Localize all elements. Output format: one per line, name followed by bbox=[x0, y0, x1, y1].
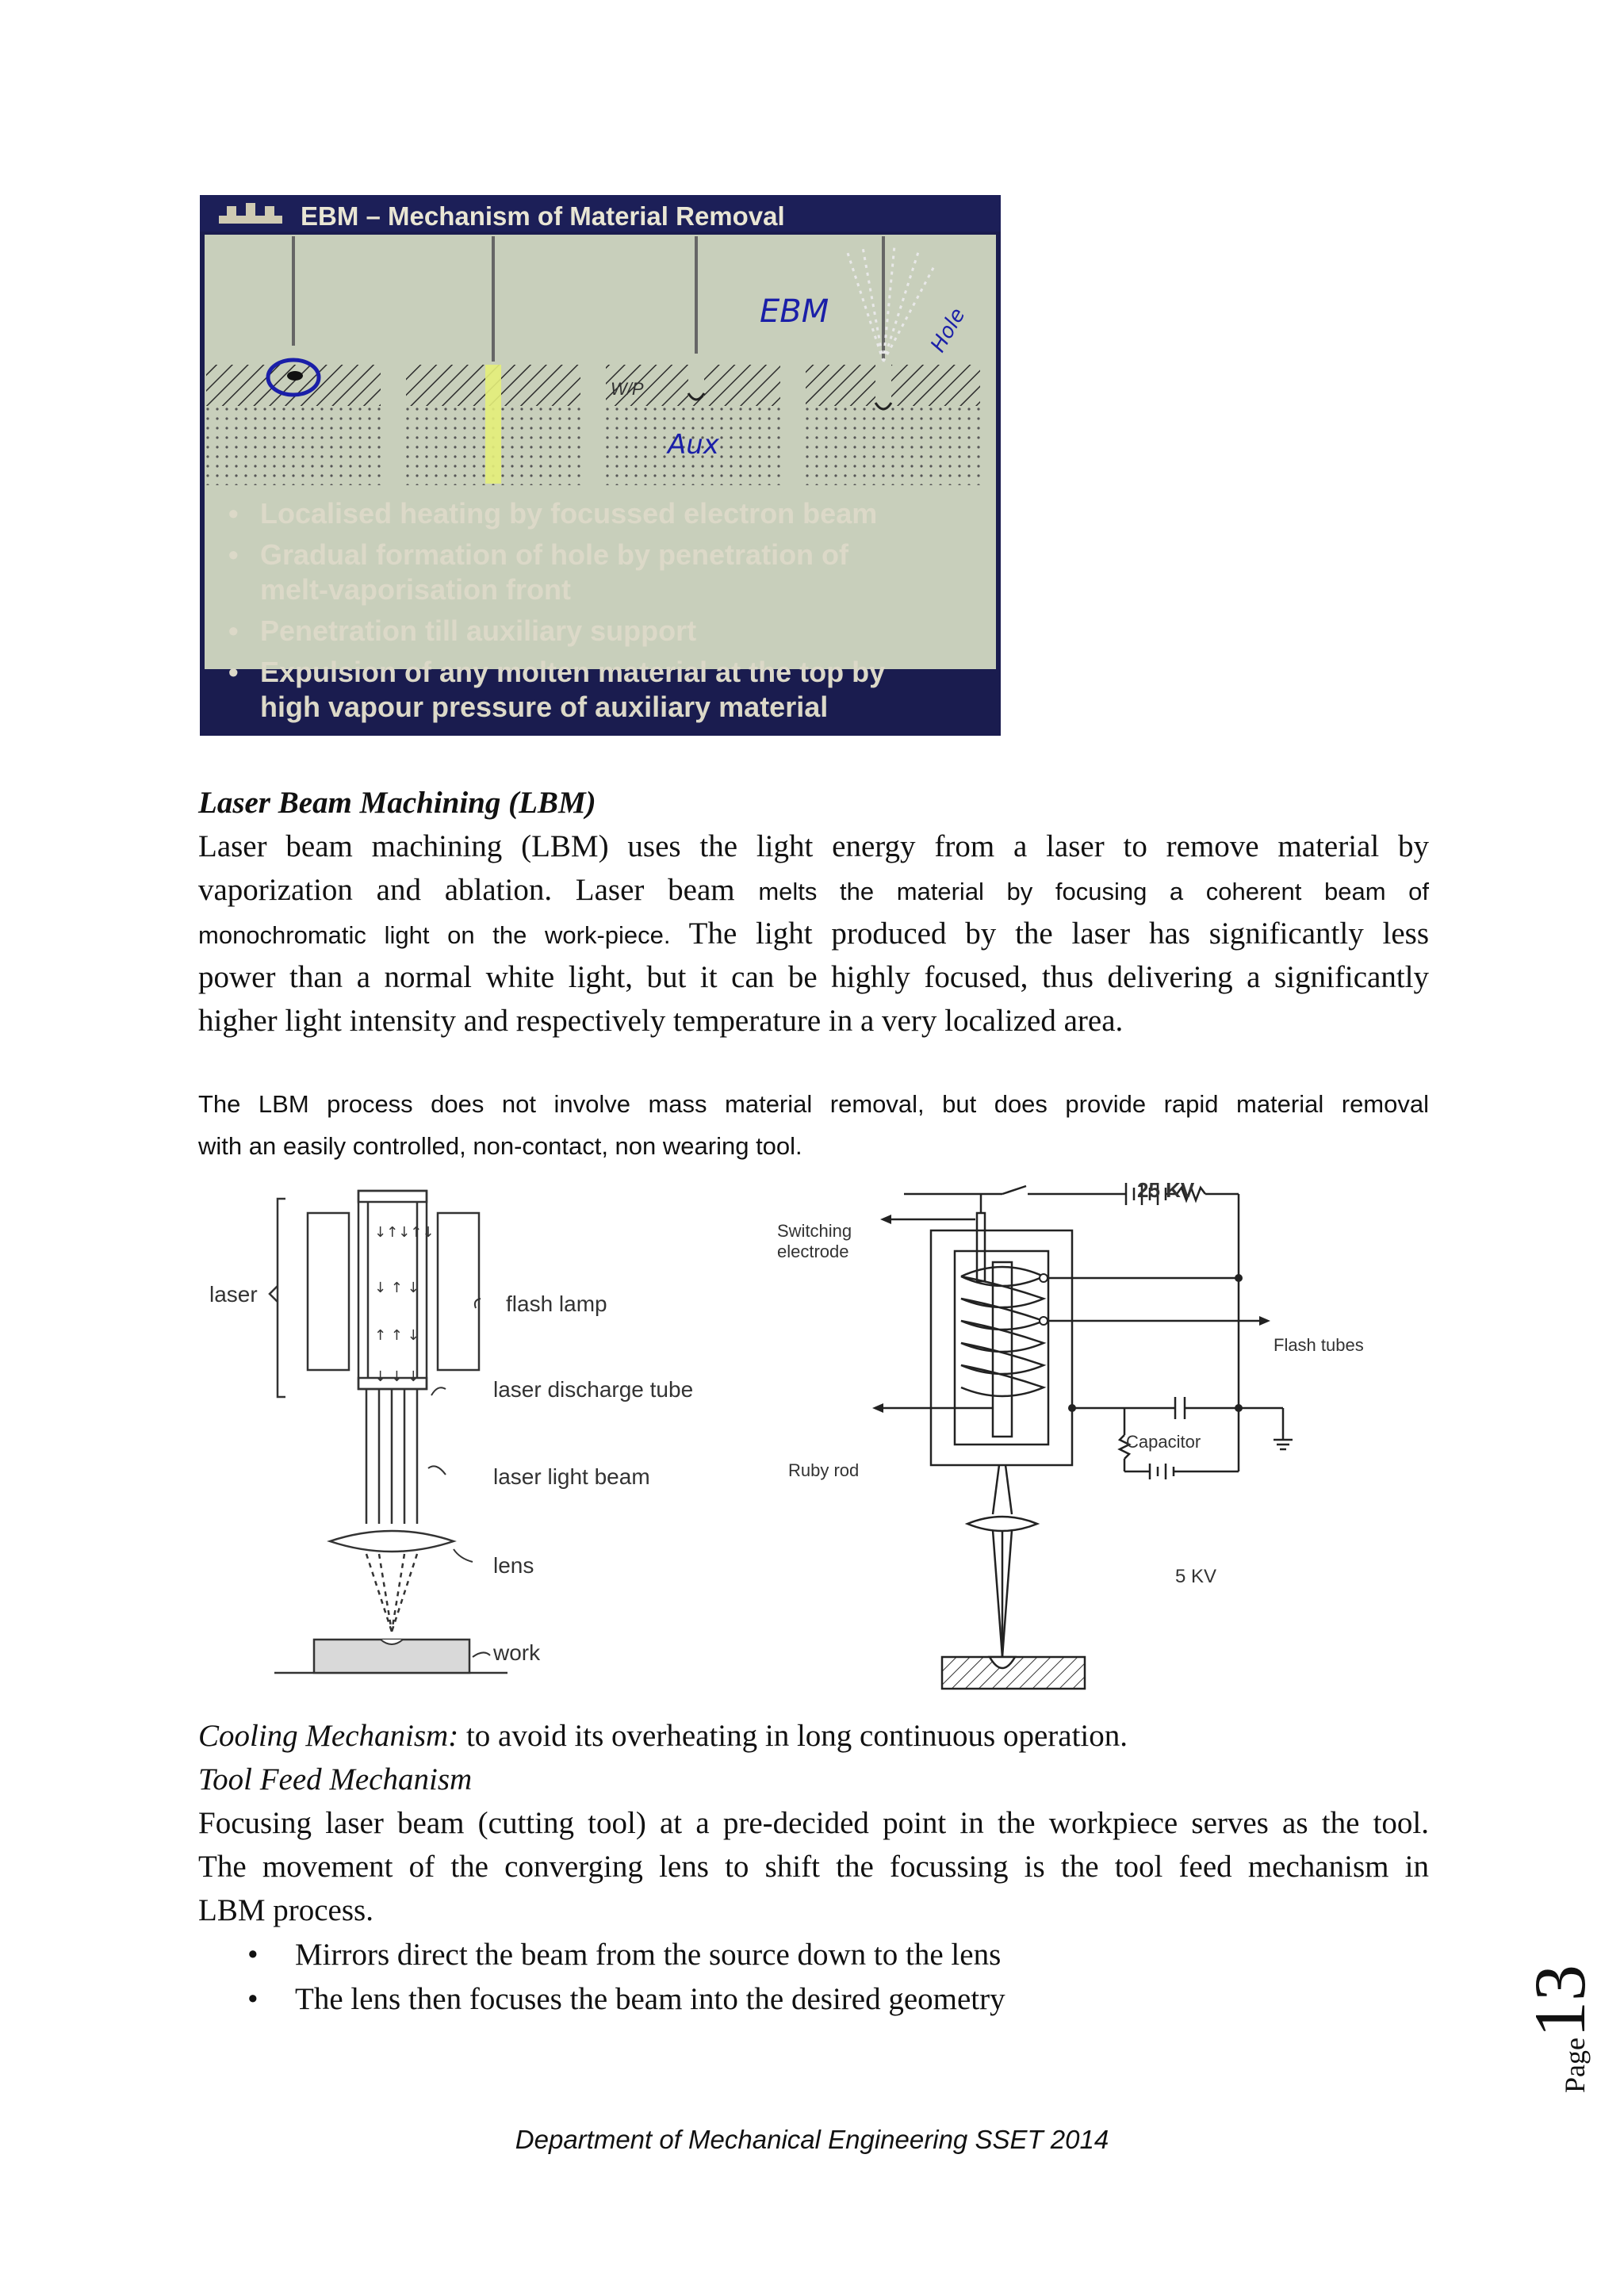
stage-3 bbox=[606, 236, 780, 485]
stage-1 bbox=[206, 236, 381, 485]
slide-bullet-3: • Penetration till auxiliary support bbox=[228, 614, 697, 647]
ebm-slide-image bbox=[200, 195, 1001, 736]
aux-annotation: Aux bbox=[668, 429, 719, 461]
label-switching: Switching bbox=[777, 1221, 852, 1241]
cooling-label: Cooling Mechanism: bbox=[198, 1719, 459, 1753]
para1-line-2: vaporization and ablation. Laser beam melts the material by focusing a coherent beam of bbox=[198, 873, 1429, 907]
stage-4 bbox=[760, 236, 980, 485]
label-laser: laser bbox=[209, 1282, 258, 1307]
page-footer: Department of Mechanical Engineering SSET 2014 bbox=[515, 2125, 1109, 2154]
wp-annotation: W/P bbox=[611, 379, 644, 399]
page-number: Page13 bbox=[1519, 1965, 1600, 2093]
slide-bullet-4-cont: high vapour pressure of auxiliary material bbox=[260, 691, 829, 723]
svg-text:↑ ↑ ↓: ↑ ↑ ↓ bbox=[374, 1327, 419, 1344]
svg-text:↓ ↑ ↓: ↓ ↑ ↓ bbox=[374, 1280, 419, 1296]
slide-bullet-2: • Gradual formation of hole by penetration of bbox=[228, 538, 849, 571]
slide-bullet-list bbox=[200, 485, 1001, 736]
ruby-laser-circuit-diagram bbox=[772, 1181, 1391, 1698]
stage-2 bbox=[406, 236, 580, 485]
label-flash-lamp: flash lamp bbox=[506, 1292, 607, 1316]
label-light-beam: laser light beam bbox=[493, 1464, 650, 1489]
label-work: work bbox=[493, 1640, 541, 1665]
para1-line-4: power than a normal white light, but it can be highly focused, thus delivering a significantly bbox=[198, 960, 1429, 994]
label-25kv: 25 KV bbox=[1137, 1181, 1195, 1202]
tool-feed-line-2: The movement of the converging lens to shift the focussing is the tool feed mechanism in bbox=[198, 1850, 1429, 1884]
para1-line-1: Laser beam machining (LBM) uses the light energy from a laser to remove material by bbox=[198, 829, 1429, 863]
label-lens: lens bbox=[493, 1553, 534, 1578]
label-capacitor: Capacitor bbox=[1126, 1432, 1201, 1452]
laser-schematic-diagram bbox=[198, 1181, 737, 1698]
section-heading: Laser Beam Machining (LBM) bbox=[198, 786, 596, 820]
tool-feed-heading: Tool Feed Mechanism bbox=[198, 1762, 473, 1797]
note-line-2: with an easily controlled, non-contact, non wearing tool. bbox=[198, 1132, 802, 1160]
slide-title-bar bbox=[200, 195, 1001, 232]
note-line-1: The LBM process does not involve mass material removal, but does provide rapid material removal bbox=[198, 1090, 1429, 1118]
label-electrode: electrode bbox=[777, 1242, 849, 1261]
label-discharge-tube: laser discharge tube bbox=[493, 1377, 694, 1402]
institute-logo-icon bbox=[216, 200, 285, 227]
slide-title: EBM – Mechanism of Material Removal bbox=[301, 201, 785, 231]
slide-bullet-2-cont: melt-vaporisation front bbox=[260, 573, 572, 606]
para1-line-3: monochromatic light on the work-piece. The light produced by the laser has significantly less bbox=[198, 916, 1429, 951]
cooling-text: to avoid its overheating in long continuous operation. bbox=[458, 1719, 1128, 1753]
para1-line-5: higher light intensity and respectively temperature in a very localized area. bbox=[198, 1004, 1124, 1038]
cooling-mechanism-line bbox=[198, 1714, 1429, 1758]
lbm-note bbox=[198, 1083, 1429, 1167]
ebm-annotation: EBM bbox=[760, 293, 829, 330]
slide-bullet-1: • Localised heating by focussed electron beam bbox=[228, 497, 878, 530]
label-flash-tubes: Flash tubes bbox=[1274, 1335, 1364, 1355]
hole-annotation: Hole bbox=[926, 304, 971, 357]
slide-bullet-4: • Expulsion of any molten material at the top by bbox=[228, 656, 886, 688]
tool-feed-line-3: LBM process. bbox=[198, 1893, 373, 1927]
label-5kv: 5 KV bbox=[1175, 1566, 1217, 1587]
tool-feed-line-1: Focusing laser beam (cutting tool) at a pre-decided point in the workpiece serves as the tool. bbox=[198, 1806, 1429, 1840]
svg-text:↓↑↓↑↓: ↓↑↓↑↓ bbox=[374, 1224, 435, 1241]
label-ruby-rod: Ruby rod bbox=[788, 1460, 860, 1480]
svg-text:↓ ↓ ↓: ↓ ↓ ↓ bbox=[374, 1368, 419, 1385]
